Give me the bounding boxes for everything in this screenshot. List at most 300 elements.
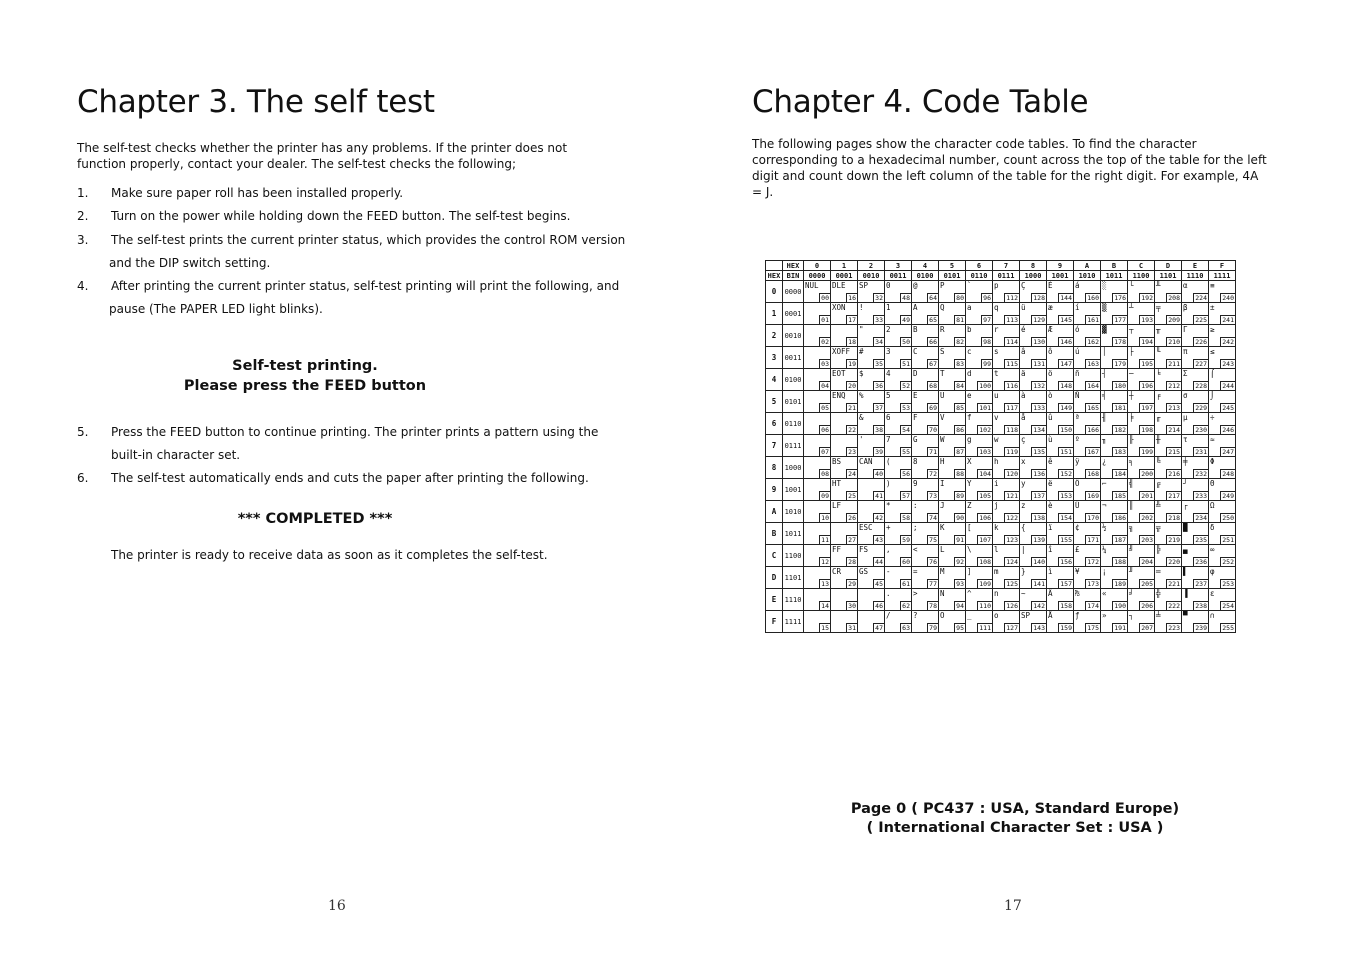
code-character: ë xyxy=(1048,479,1053,488)
code-cell xyxy=(885,413,912,435)
code-decimal: 06 xyxy=(821,426,829,434)
code-character: X xyxy=(967,457,972,466)
code-decimal: 96 xyxy=(983,294,991,302)
code-character: - xyxy=(886,567,891,576)
code-cell xyxy=(1128,611,1155,633)
code-character: ╬ xyxy=(1156,589,1161,598)
code-character: EOT xyxy=(832,369,846,378)
code-decimal: 146 xyxy=(1060,338,1072,346)
code-character: c xyxy=(967,347,972,356)
code-character: ( xyxy=(886,457,891,466)
code-character: P xyxy=(940,281,945,290)
code-cell xyxy=(1209,567,1236,589)
code-character: 8 xyxy=(913,457,918,466)
column-hex-header: 0 xyxy=(804,261,831,271)
code-character: B xyxy=(913,325,918,334)
code-cell xyxy=(1128,413,1155,435)
code-character: ≡ xyxy=(1210,281,1215,290)
code-decimal: 193 xyxy=(1141,316,1153,324)
code-decimal: 22 xyxy=(848,426,856,434)
code-cell xyxy=(939,567,966,589)
code-cell xyxy=(1182,523,1209,545)
code-cell xyxy=(1047,545,1074,567)
code-character: ± xyxy=(1210,303,1215,312)
code-character: ñ xyxy=(1075,369,1080,378)
code-character: CAN xyxy=(859,457,873,466)
step-text: Make sure paper roll has been installed properly. xyxy=(111,186,404,200)
code-character: LF xyxy=(832,501,842,510)
code-decimal: 92 xyxy=(956,558,964,566)
code-cell xyxy=(885,457,912,479)
ready-text: The printer is ready to receive data as soon as it completes the self-test. xyxy=(111,548,548,562)
code-cell xyxy=(1074,567,1101,589)
code-cell xyxy=(993,391,1020,413)
code-cell xyxy=(885,281,912,303)
code-decimal: 229 xyxy=(1195,404,1207,412)
row-bin-label: 1001 xyxy=(783,479,804,501)
code-character: 1 xyxy=(886,303,891,312)
code-character: « xyxy=(1102,589,1107,598)
code-cell xyxy=(831,325,858,347)
code-decimal: 242 xyxy=(1222,338,1234,346)
code-cell xyxy=(1182,435,1209,457)
code-decimal: 245 xyxy=(1222,404,1234,412)
code-character: 7 xyxy=(886,435,891,444)
code-decimal: 252 xyxy=(1222,558,1234,566)
code-decimal: 45 xyxy=(875,580,883,588)
code-decimal: 17 xyxy=(848,316,856,324)
code-character: b xyxy=(967,325,972,334)
code-cell xyxy=(804,611,831,633)
code-cell xyxy=(1101,347,1128,369)
code-cell xyxy=(1101,391,1128,413)
code-decimal: 05 xyxy=(821,404,829,412)
row-hex-label: B xyxy=(766,523,783,545)
code-cell xyxy=(1047,589,1074,611)
code-decimal: 119 xyxy=(1006,448,1018,456)
code-character: _ xyxy=(967,611,972,620)
code-character: W xyxy=(940,435,945,444)
code-character: ì xyxy=(1048,567,1053,576)
code-decimal: 84 xyxy=(956,382,964,390)
code-cell xyxy=(1101,325,1128,347)
code-decimal: 94 xyxy=(956,602,964,610)
code-character: ½ xyxy=(1102,523,1107,532)
code-character: ├ xyxy=(1129,347,1134,356)
code-cell xyxy=(939,281,966,303)
column-bin-header: 0101 xyxy=(939,271,966,281)
column-hex-header: 6 xyxy=(966,261,993,271)
code-character: ╪ xyxy=(1183,457,1188,466)
code-cell xyxy=(885,325,912,347)
code-cell xyxy=(885,347,912,369)
code-cell xyxy=(1209,501,1236,523)
code-decimal: 50 xyxy=(902,338,910,346)
code-cell xyxy=(1182,501,1209,523)
code-cell xyxy=(1209,347,1236,369)
page-number: 16 xyxy=(328,898,346,914)
column-bin-header: 0100 xyxy=(912,271,939,281)
code-decimal: 89 xyxy=(956,492,964,500)
code-character: | xyxy=(1021,545,1026,554)
code-cell xyxy=(1155,369,1182,391)
code-decimal: 188 xyxy=(1114,558,1126,566)
code-cell xyxy=(1047,435,1074,457)
code-decimal: 113 xyxy=(1006,316,1018,324)
code-cell xyxy=(993,303,1020,325)
row-hex-label: 0 xyxy=(766,281,783,303)
code-decimal: 13 xyxy=(821,580,829,588)
code-decimal: 153 xyxy=(1060,492,1072,500)
code-character: T xyxy=(940,369,945,378)
code-cell xyxy=(1101,545,1128,567)
code-cell xyxy=(993,435,1020,457)
code-decimal: 154 xyxy=(1060,514,1072,522)
code-decimal: 141 xyxy=(1033,580,1045,588)
code-cell xyxy=(1047,369,1074,391)
code-character: A xyxy=(913,303,918,312)
code-cell xyxy=(912,413,939,435)
code-cell xyxy=(1155,523,1182,545)
code-decimal: 12 xyxy=(821,558,829,566)
code-decimal: 226 xyxy=(1195,338,1207,346)
code-decimal: 00 xyxy=(821,294,829,302)
code-decimal: 200 xyxy=(1141,470,1153,478)
code-cell xyxy=(804,589,831,611)
code-decimal: 227 xyxy=(1195,360,1207,368)
code-cell xyxy=(1047,325,1074,347)
code-character: é xyxy=(1021,325,1026,334)
code-decimal: 106 xyxy=(979,514,991,522)
code-cell xyxy=(858,303,885,325)
code-cell xyxy=(939,479,966,501)
row-hex-label: 9 xyxy=(766,479,783,501)
code-cell xyxy=(831,457,858,479)
code-character: ╙ xyxy=(1156,347,1161,356)
code-character: d xyxy=(967,369,972,378)
code-decimal: 225 xyxy=(1195,316,1207,324)
code-decimal: 107 xyxy=(979,536,991,544)
code-character: ╫ xyxy=(1156,435,1161,444)
code-character: ╩ xyxy=(1156,501,1161,510)
code-decimal: 101 xyxy=(979,404,991,412)
code-cell xyxy=(993,369,1020,391)
code-decimal: 197 xyxy=(1141,404,1153,412)
table-row xyxy=(766,567,1236,589)
code-character: a xyxy=(967,303,972,312)
code-decimal: 82 xyxy=(956,338,964,346)
code-cell xyxy=(1155,413,1182,435)
row-bin-label: 0111 xyxy=(783,435,804,457)
code-decimal: 215 xyxy=(1168,448,1180,456)
code-decimal: 194 xyxy=(1141,338,1153,346)
code-decimal: 134 xyxy=(1033,426,1045,434)
row-bin-label: 0011 xyxy=(783,347,804,369)
code-decimal: 140 xyxy=(1033,558,1045,566)
code-cell xyxy=(804,479,831,501)
completed-message: *** COMPLETED *** xyxy=(237,511,393,527)
code-decimal: 151 xyxy=(1060,448,1072,456)
code-decimal: 26 xyxy=(848,514,856,522)
code-decimal: 14 xyxy=(821,602,829,610)
code-character: } xyxy=(1021,567,1026,576)
code-decimal: 76 xyxy=(929,558,937,566)
code-character: f xyxy=(967,413,972,422)
code-character: σ xyxy=(1183,391,1188,400)
code-decimal: 171 xyxy=(1087,536,1099,544)
table-row xyxy=(766,435,1236,457)
code-decimal: 75 xyxy=(929,536,937,544)
code-character: I xyxy=(940,479,945,488)
code-character: ₧ xyxy=(1075,589,1080,598)
code-cell xyxy=(858,413,885,435)
table-row xyxy=(766,589,1236,611)
code-character: ┴ xyxy=(1129,303,1134,312)
code-cell xyxy=(885,479,912,501)
code-decimal: 80 xyxy=(956,294,964,302)
code-cell xyxy=(1155,611,1182,633)
code-decimal: 73 xyxy=(929,492,937,500)
code-decimal: 15 xyxy=(821,624,829,632)
code-cell xyxy=(1182,347,1209,369)
code-decimal: 66 xyxy=(929,338,937,346)
code-character: / xyxy=(886,611,891,620)
code-character: . xyxy=(886,589,891,598)
code-character: ; xyxy=(913,523,918,532)
code-character: ¢ xyxy=(1075,523,1080,532)
code-decimal: 104 xyxy=(979,470,991,478)
code-character: ' xyxy=(859,435,864,444)
code-cell xyxy=(831,545,858,567)
code-character: \ xyxy=(967,545,972,554)
code-decimal: 173 xyxy=(1087,580,1099,588)
code-decimal: 118 xyxy=(1006,426,1018,434)
code-cell xyxy=(1209,281,1236,303)
code-cell xyxy=(885,501,912,523)
code-cell xyxy=(939,501,966,523)
code-character: 9 xyxy=(913,479,918,488)
code-decimal: 03 xyxy=(821,360,829,368)
code-decimal: 68 xyxy=(929,382,937,390)
code-cell xyxy=(993,501,1020,523)
code-decimal: 01 xyxy=(821,316,829,324)
column-hex-header: F xyxy=(1209,261,1236,271)
step-number: 5. xyxy=(77,425,89,439)
code-character: ÿ xyxy=(1075,457,1080,466)
code-character: ┼ xyxy=(1129,391,1134,400)
code-decimal: 246 xyxy=(1222,426,1234,434)
code-character: ╗ xyxy=(1129,523,1134,532)
code-character: z xyxy=(1021,501,1026,510)
column-hex-header: 8 xyxy=(1020,261,1047,271)
code-character: ç xyxy=(1021,435,1026,444)
row-hex-label: C xyxy=(766,545,783,567)
table-row xyxy=(766,413,1236,435)
code-character: y xyxy=(1021,479,1026,488)
code-decimal: 70 xyxy=(929,426,937,434)
code-character: ¡ xyxy=(1102,567,1107,576)
code-character: < xyxy=(913,545,918,554)
code-decimal: 145 xyxy=(1060,316,1072,324)
column-bin-header: 1110 xyxy=(1182,271,1209,281)
code-character: ù xyxy=(1048,435,1053,444)
code-cell xyxy=(1020,347,1047,369)
code-character: Ö xyxy=(1075,479,1080,488)
row-hex-label: 3 xyxy=(766,347,783,369)
code-character: SP xyxy=(859,281,869,290)
code-decimal: 244 xyxy=(1222,382,1234,390)
code-cell xyxy=(966,501,993,523)
code-cell xyxy=(1020,281,1047,303)
code-cell xyxy=(966,479,993,501)
code-decimal: 57 xyxy=(902,492,910,500)
code-character: ┐ xyxy=(1129,611,1134,620)
table-row xyxy=(766,457,1236,479)
code-cell xyxy=(1047,303,1074,325)
code-decimal: 243 xyxy=(1222,360,1234,368)
code-character: F xyxy=(913,413,918,422)
code-decimal: 202 xyxy=(1141,514,1153,522)
code-character: * xyxy=(886,501,891,510)
code-cell xyxy=(993,523,1020,545)
code-decimal: 97 xyxy=(983,316,991,324)
code-cell xyxy=(912,479,939,501)
code-cell xyxy=(1047,567,1074,589)
code-cell xyxy=(858,325,885,347)
code-cell xyxy=(1128,501,1155,523)
code-cell xyxy=(1101,567,1128,589)
column-hex-header: 5 xyxy=(939,261,966,271)
code-cell xyxy=(858,479,885,501)
code-character: ╔ xyxy=(1156,479,1161,488)
code-character: ░ xyxy=(1102,281,1107,290)
code-cell xyxy=(804,325,831,347)
code-cell xyxy=(1155,567,1182,589)
code-decimal: 36 xyxy=(875,382,883,390)
self-test-line-2: Please press the FEED button xyxy=(183,378,427,394)
code-character: " xyxy=(859,325,864,334)
code-decimal: 81 xyxy=(956,316,964,324)
code-decimal: 181 xyxy=(1114,404,1126,412)
code-character: n xyxy=(994,589,999,598)
code-character: Z xyxy=(967,501,972,510)
code-cell xyxy=(831,611,858,633)
code-character: HT xyxy=(832,479,842,488)
code-character: SP xyxy=(1021,611,1031,620)
code-decimal: 52 xyxy=(902,382,910,390)
code-decimal: 160 xyxy=(1087,294,1099,302)
code-character: ╠ xyxy=(1156,545,1161,554)
code-decimal: 62 xyxy=(902,602,910,610)
code-character: l xyxy=(994,545,999,554)
code-decimal: 04 xyxy=(821,382,829,390)
code-character: $ xyxy=(859,369,864,378)
table-header-bin-row xyxy=(766,271,1236,281)
code-character: XOFF xyxy=(832,347,851,356)
code-decimal: 186 xyxy=(1114,514,1126,522)
code-character: [ xyxy=(967,523,972,532)
code-cell xyxy=(831,589,858,611)
column-bin-header: 1111 xyxy=(1209,271,1236,281)
code-character: π xyxy=(1183,347,1188,356)
code-character: DLE xyxy=(832,281,846,290)
code-cell xyxy=(1074,435,1101,457)
code-character: i xyxy=(994,479,999,488)
code-decimal: 234 xyxy=(1195,514,1207,522)
code-cell xyxy=(1074,325,1101,347)
column-bin-header: 1000 xyxy=(1020,271,1047,281)
code-cell xyxy=(1074,281,1101,303)
code-cell xyxy=(1128,545,1155,567)
code-decimal: 220 xyxy=(1168,558,1180,566)
code-decimal: 143 xyxy=(1033,624,1045,632)
code-cell xyxy=(1209,523,1236,545)
code-decimal: 35 xyxy=(875,360,883,368)
row-hex-label: 7 xyxy=(766,435,783,457)
code-decimal: 28 xyxy=(848,558,856,566)
code-decimal: 161 xyxy=(1087,316,1099,324)
code-cell xyxy=(939,369,966,391)
code-cell xyxy=(1182,281,1209,303)
code-cell xyxy=(1047,391,1074,413)
code-character: g xyxy=(967,435,972,444)
column-hex-header: E xyxy=(1182,261,1209,271)
code-character: 3 xyxy=(886,347,891,356)
code-cell xyxy=(1209,479,1236,501)
code-cell xyxy=(966,523,993,545)
code-character: á xyxy=(1075,281,1080,290)
code-cell xyxy=(885,303,912,325)
code-decimal: 152 xyxy=(1060,470,1072,478)
code-character: FS xyxy=(859,545,869,554)
step-text: After printing the current printer status, self-test printing will print the following, and xyxy=(111,279,620,293)
code-character: U xyxy=(940,391,945,400)
code-cell xyxy=(939,325,966,347)
code-cell xyxy=(1020,545,1047,567)
code-character: GS xyxy=(859,567,869,576)
code-decimal: 49 xyxy=(902,316,910,324)
code-decimal: 30 xyxy=(848,602,856,610)
code-cell xyxy=(1101,479,1128,501)
bin-label: BIN xyxy=(783,271,804,281)
code-character: E xyxy=(913,391,918,400)
code-cell xyxy=(1182,545,1209,567)
column-bin-header: 0011 xyxy=(885,271,912,281)
code-character: { xyxy=(1021,523,1026,532)
code-character: Σ xyxy=(1183,369,1188,378)
code-cell xyxy=(1209,611,1236,633)
code-cell xyxy=(993,567,1020,589)
step-3-continued: and the DIP switch setting. xyxy=(109,256,271,270)
code-decimal: 126 xyxy=(1006,602,1018,610)
code-character: K xyxy=(940,523,945,532)
table-row xyxy=(766,303,1236,325)
code-decimal: 247 xyxy=(1222,448,1234,456)
code-decimal: 64 xyxy=(929,294,937,302)
code-cell xyxy=(1209,545,1236,567)
code-decimal: 167 xyxy=(1087,448,1099,456)
code-character: ╥ xyxy=(1156,325,1161,334)
code-character: è xyxy=(1048,501,1053,510)
code-cell xyxy=(858,501,885,523)
code-character: ╜ xyxy=(1129,567,1134,576)
code-character: ¥ xyxy=(1075,567,1080,576)
code-decimal: 147 xyxy=(1060,360,1072,368)
column-bin-header: 0110 xyxy=(966,271,993,281)
code-cell xyxy=(804,567,831,589)
code-character: ENQ xyxy=(832,391,846,400)
code-cell xyxy=(912,303,939,325)
